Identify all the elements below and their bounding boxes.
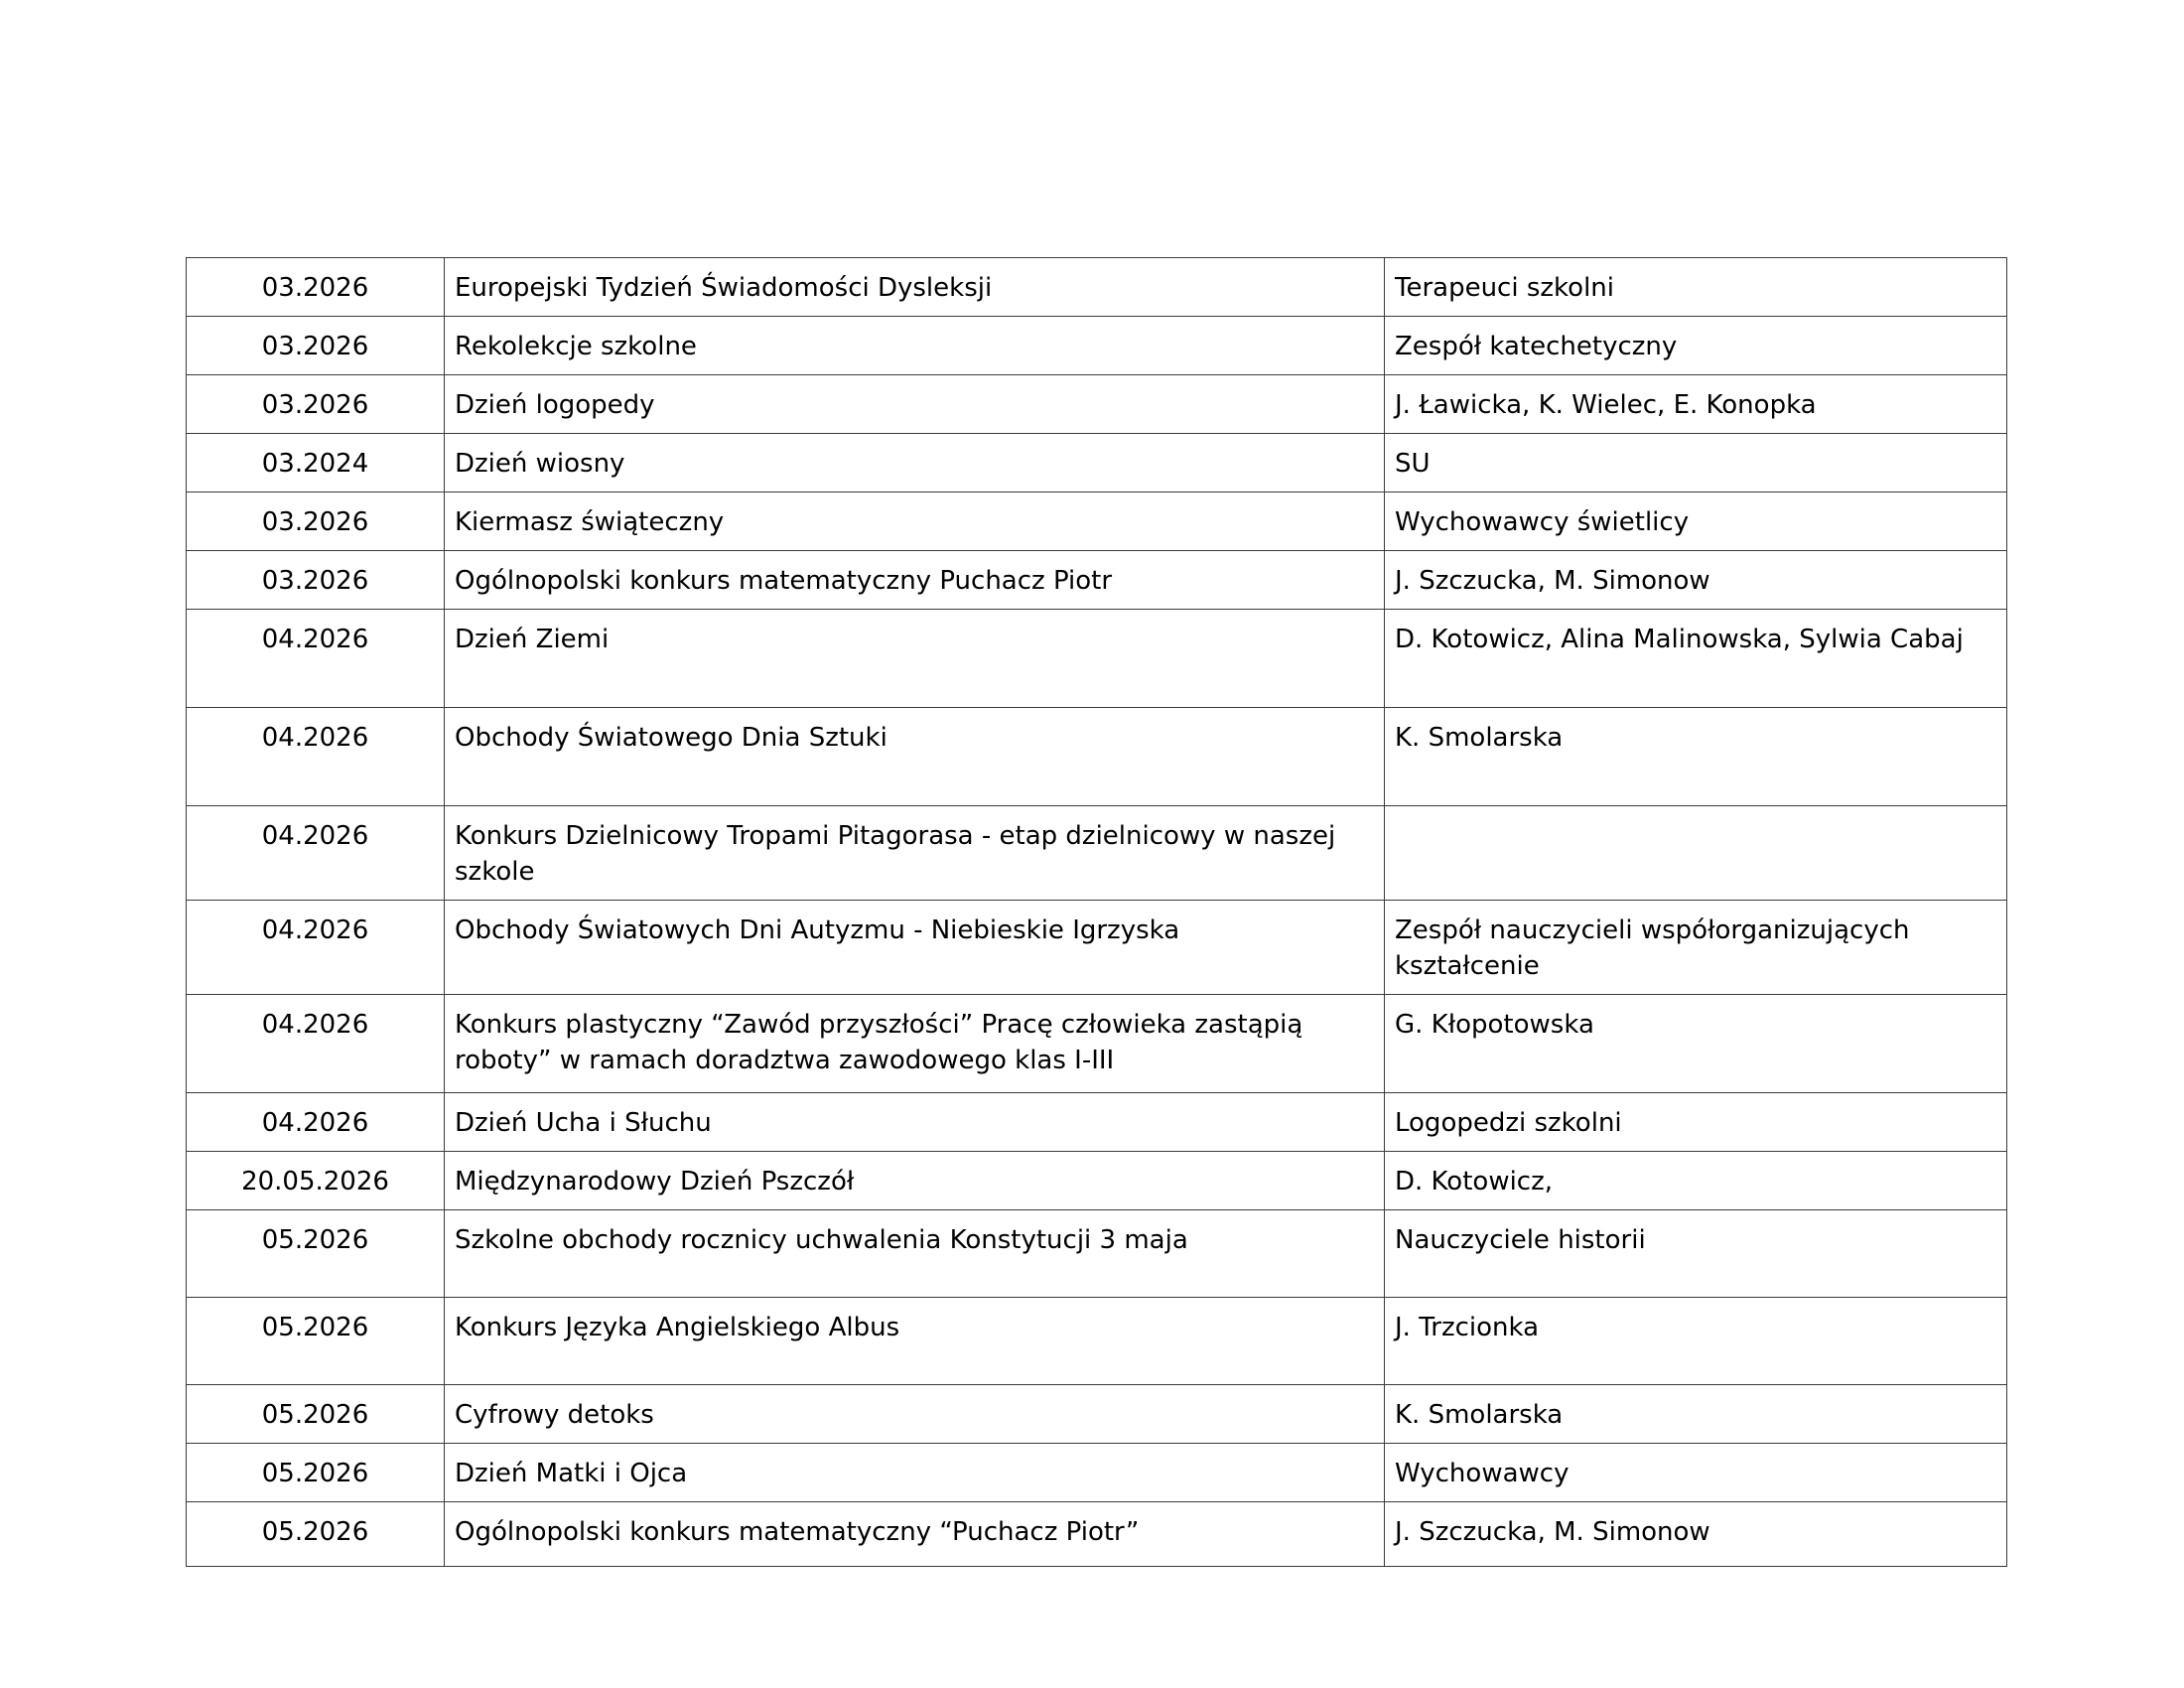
- table-row: [187, 708, 2007, 806]
- date-cell: 05.2026: [187, 1210, 445, 1298]
- event-cell: Konkurs Języka Angielskiego Albus: [445, 1298, 1385, 1385]
- event-cell: Cyfrowy detoks: [445, 1385, 1385, 1444]
- date-cell: 03.2026: [187, 375, 445, 434]
- table-row: [187, 1298, 2007, 1385]
- responsible-cell: [1385, 806, 2007, 901]
- date-cell: 04.2026: [187, 806, 445, 901]
- table-row: [187, 258, 2007, 317]
- responsible-cell: Wychowawcy: [1385, 1444, 2007, 1502]
- table-row: [187, 492, 2007, 551]
- table-row: [187, 1152, 2007, 1210]
- table-row: [187, 1385, 2007, 1444]
- date-cell: 05.2026: [187, 1502, 445, 1567]
- event-cell: Kiermasz świąteczny: [445, 492, 1385, 551]
- responsible-cell: J. Trzcionka: [1385, 1298, 2007, 1385]
- events-schedule-table: [186, 257, 2007, 1567]
- date-cell: 20.05.2026: [187, 1152, 445, 1210]
- table-row: [187, 995, 2007, 1093]
- table-row: [187, 1210, 2007, 1298]
- event-cell: Dzień Matki i Ojca: [445, 1444, 1385, 1502]
- responsible-cell: D. Kotowicz, Alina Malinowska, Sylwia Cabaj: [1385, 610, 2007, 708]
- event-cell: Dzień logopedy: [445, 375, 1385, 434]
- responsible-cell: Zespół nauczycieli współorganizujących kształcenie: [1385, 901, 2007, 995]
- responsible-cell: J. Ławicka, K. Wielec, E. Konopka: [1385, 375, 2007, 434]
- responsible-cell: K. Smolarska: [1385, 708, 2007, 806]
- table-row: [187, 551, 2007, 610]
- responsible-cell: Wychowawcy świetlicy: [1385, 492, 2007, 551]
- event-cell: Konkurs Dzielnicowy Tropami Pitagorasa - etap dzielnicowy w naszej szkole: [445, 806, 1385, 901]
- event-cell: Rekolekcje szkolne: [445, 317, 1385, 375]
- table-row: [187, 1093, 2007, 1152]
- date-cell: 03.2026: [187, 551, 445, 610]
- date-cell: 05.2026: [187, 1385, 445, 1444]
- responsible-cell: Logopedzi szkolni: [1385, 1093, 2007, 1152]
- responsible-cell: SU: [1385, 434, 2007, 492]
- table-row: [187, 806, 2007, 901]
- responsible-cell: J. Szczucka, M. Simonow: [1385, 1502, 2007, 1567]
- event-cell: Dzień wiosny: [445, 434, 1385, 492]
- event-cell: Dzień Ucha i Słuchu: [445, 1093, 1385, 1152]
- event-cell: Obchody Światowego Dnia Sztuki: [445, 708, 1385, 806]
- responsible-cell: K. Smolarska: [1385, 1385, 2007, 1444]
- date-cell: 04.2026: [187, 995, 445, 1093]
- event-cell: Ogólnopolski konkurs matematyczny Puchacz Piotr: [445, 551, 1385, 610]
- date-cell: 03.2026: [187, 492, 445, 551]
- date-cell: 03.2024: [187, 434, 445, 492]
- responsible-cell: J. Szczucka, M. Simonow: [1385, 551, 2007, 610]
- date-cell: 05.2026: [187, 1298, 445, 1385]
- table-row: [187, 1444, 2007, 1502]
- event-cell: Europejski Tydzień Świadomości Dysleksji: [445, 258, 1385, 317]
- event-cell: Obchody Światowych Dni Autyzmu - Niebieskie Igrzyska: [445, 901, 1385, 995]
- responsible-cell: Zespół katechetyczny: [1385, 317, 2007, 375]
- table-row: [187, 375, 2007, 434]
- date-cell: 04.2026: [187, 708, 445, 806]
- responsible-cell: Terapeuci szkolni: [1385, 258, 2007, 317]
- event-cell: Międzynarodowy Dzień Pszczół: [445, 1152, 1385, 1210]
- date-cell: 04.2026: [187, 1093, 445, 1152]
- date-cell: 04.2026: [187, 610, 445, 708]
- event-cell: Ogólnopolski konkurs matematyczny “Puchacz Piotr”: [445, 1502, 1385, 1567]
- event-cell: Szkolne obchody rocznicy uchwalenia Konstytucji 3 maja: [445, 1210, 1385, 1298]
- responsible-cell: D. Kotowicz,: [1385, 1152, 2007, 1210]
- date-cell: 03.2026: [187, 258, 445, 317]
- event-cell: Dzień Ziemi: [445, 610, 1385, 708]
- event-cell: Konkurs plastyczny “Zawód przyszłości” Pracę człowieka zastąpią roboty” w ramach doradztwa zawodowego klas I-III: [445, 995, 1385, 1093]
- table-row: [187, 610, 2007, 708]
- table-row: [187, 317, 2007, 375]
- date-cell: 04.2026: [187, 901, 445, 995]
- table-row: [187, 901, 2007, 995]
- table-row: [187, 434, 2007, 492]
- responsible-cell: G. Kłopotowska: [1385, 995, 2007, 1093]
- responsible-cell: Nauczyciele historii: [1385, 1210, 2007, 1298]
- date-cell: 05.2026: [187, 1444, 445, 1502]
- date-cell: 03.2026: [187, 317, 445, 375]
- table-row: [187, 1502, 2007, 1567]
